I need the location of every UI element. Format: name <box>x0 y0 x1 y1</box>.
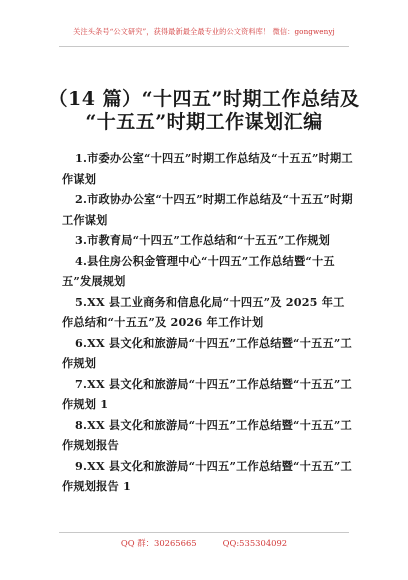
toc-item-1: 1.市委办公室“十四五”时期工作总结及“十五五”时期工作谋划 <box>62 151 353 186</box>
footer <box>0 537 408 549</box>
toc-item-2: 2.市政协办公室“十四五”时期工作总结及“十五五”时期工作谋划 <box>62 192 353 227</box>
toc-item-5: 5.XX 县工业商务和信息化局“十四五”及 2025 年工作总结和“十五五”及 2026 年工作计划 <box>62 294 345 329</box>
toc-item-3: 3.市教育局“十四五”工作总结和“十五五”工作规划 <box>75 233 330 247</box>
header-divider <box>59 46 349 47</box>
toc-item-9: 9.XX 县文化和旅游局“十四五”工作总结暨“十五五”工作规划报告 1 <box>62 458 352 493</box>
table-of-contents <box>62 148 354 497</box>
header-note: 关注头条号“公文研究”，获得最新最全最专业的公文资料库！ 微信：gongwenyj <box>73 27 335 36</box>
footer-divider <box>59 532 349 533</box>
toc-item-6: 6.XX 县文化和旅游局“十四五”工作总结暨“十五五”工作规划 <box>62 335 352 370</box>
toc-item-7: 7.XX 县文化和旅游局“十四五”工作总结暨“十五五”工作规划 1 <box>62 376 352 411</box>
document-title-line-1: （14 篇）“十四五”时期工作总结及 <box>48 88 360 110</box>
document-title-line-2: “十五五”时期工作谋划汇编 <box>85 111 323 133</box>
toc-item-8: 8.XX 县文化和旅游局“十四五”工作总结暨“十五五”工作规划报告 <box>62 417 352 452</box>
toc-item-4: 4.县住房公积金管理中心“十四五”工作总结暨“十五五”发展规划 <box>62 253 335 288</box>
footer-qq-group: QQ 群：30265665 <box>120 538 197 548</box>
footer-qq: QQ:535304092 <box>222 538 288 548</box>
